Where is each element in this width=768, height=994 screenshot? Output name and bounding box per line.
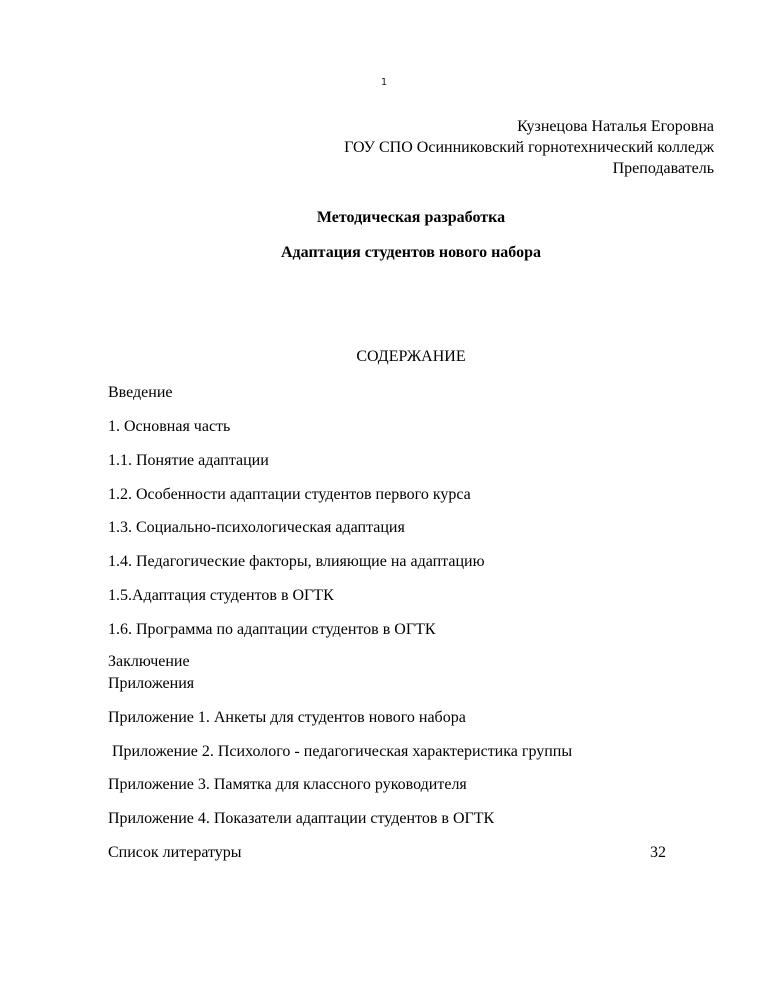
author-position: Преподаватель: [612, 160, 714, 177]
document-title: Методическая разработка: [316, 209, 506, 226]
toc-item: 1.4. Педагогические факторы, влияющие на адаптацию: [108, 553, 485, 570]
toc-item: Введение: [108, 384, 173, 401]
toc-item: Приложения: [108, 675, 195, 692]
toc-item: Приложение 1. Анкеты для студентов нового набора: [108, 709, 466, 726]
toc-item: Приложение 4. Показатели адаптации студентов в ОГТК: [108, 810, 495, 827]
toc-item: Заключение: [108, 653, 190, 670]
toc-item: 1.1. Понятие адаптации: [108, 452, 269, 469]
toc-item: 1.5.Адаптация студентов в ОГТК: [108, 587, 334, 604]
toc-item: 1.2. Особенности адаптации студентов первого курса: [108, 486, 471, 503]
toc-title: СОДЕРЖАНИЕ: [356, 348, 466, 365]
page-number: 1: [380, 77, 388, 88]
toc-item: 1.6. Программа по адаптации студентов в ОГТК: [108, 621, 436, 638]
document-subtitle: Адаптация студентов нового набора: [281, 244, 541, 261]
toc-item: Список литературы: [108, 844, 242, 861]
toc-item: Приложение 2. Психолого - педагогическая характеристика группы: [108, 743, 573, 760]
author-block: [344, 116, 714, 179]
toc-page-number: 32: [650, 844, 666, 861]
toc-item: 1. Основная часть: [108, 418, 231, 435]
toc-item: Приложение 3. Памятка для классного руководителя: [108, 776, 467, 793]
author-name: Кузнецова Наталья Егоровна: [517, 118, 714, 135]
toc-item: 1.3. Социально-психологическая адаптация: [108, 519, 405, 536]
author-organization: ГОУ СПО Осинниковский горнотехнический колледж: [344, 139, 714, 156]
